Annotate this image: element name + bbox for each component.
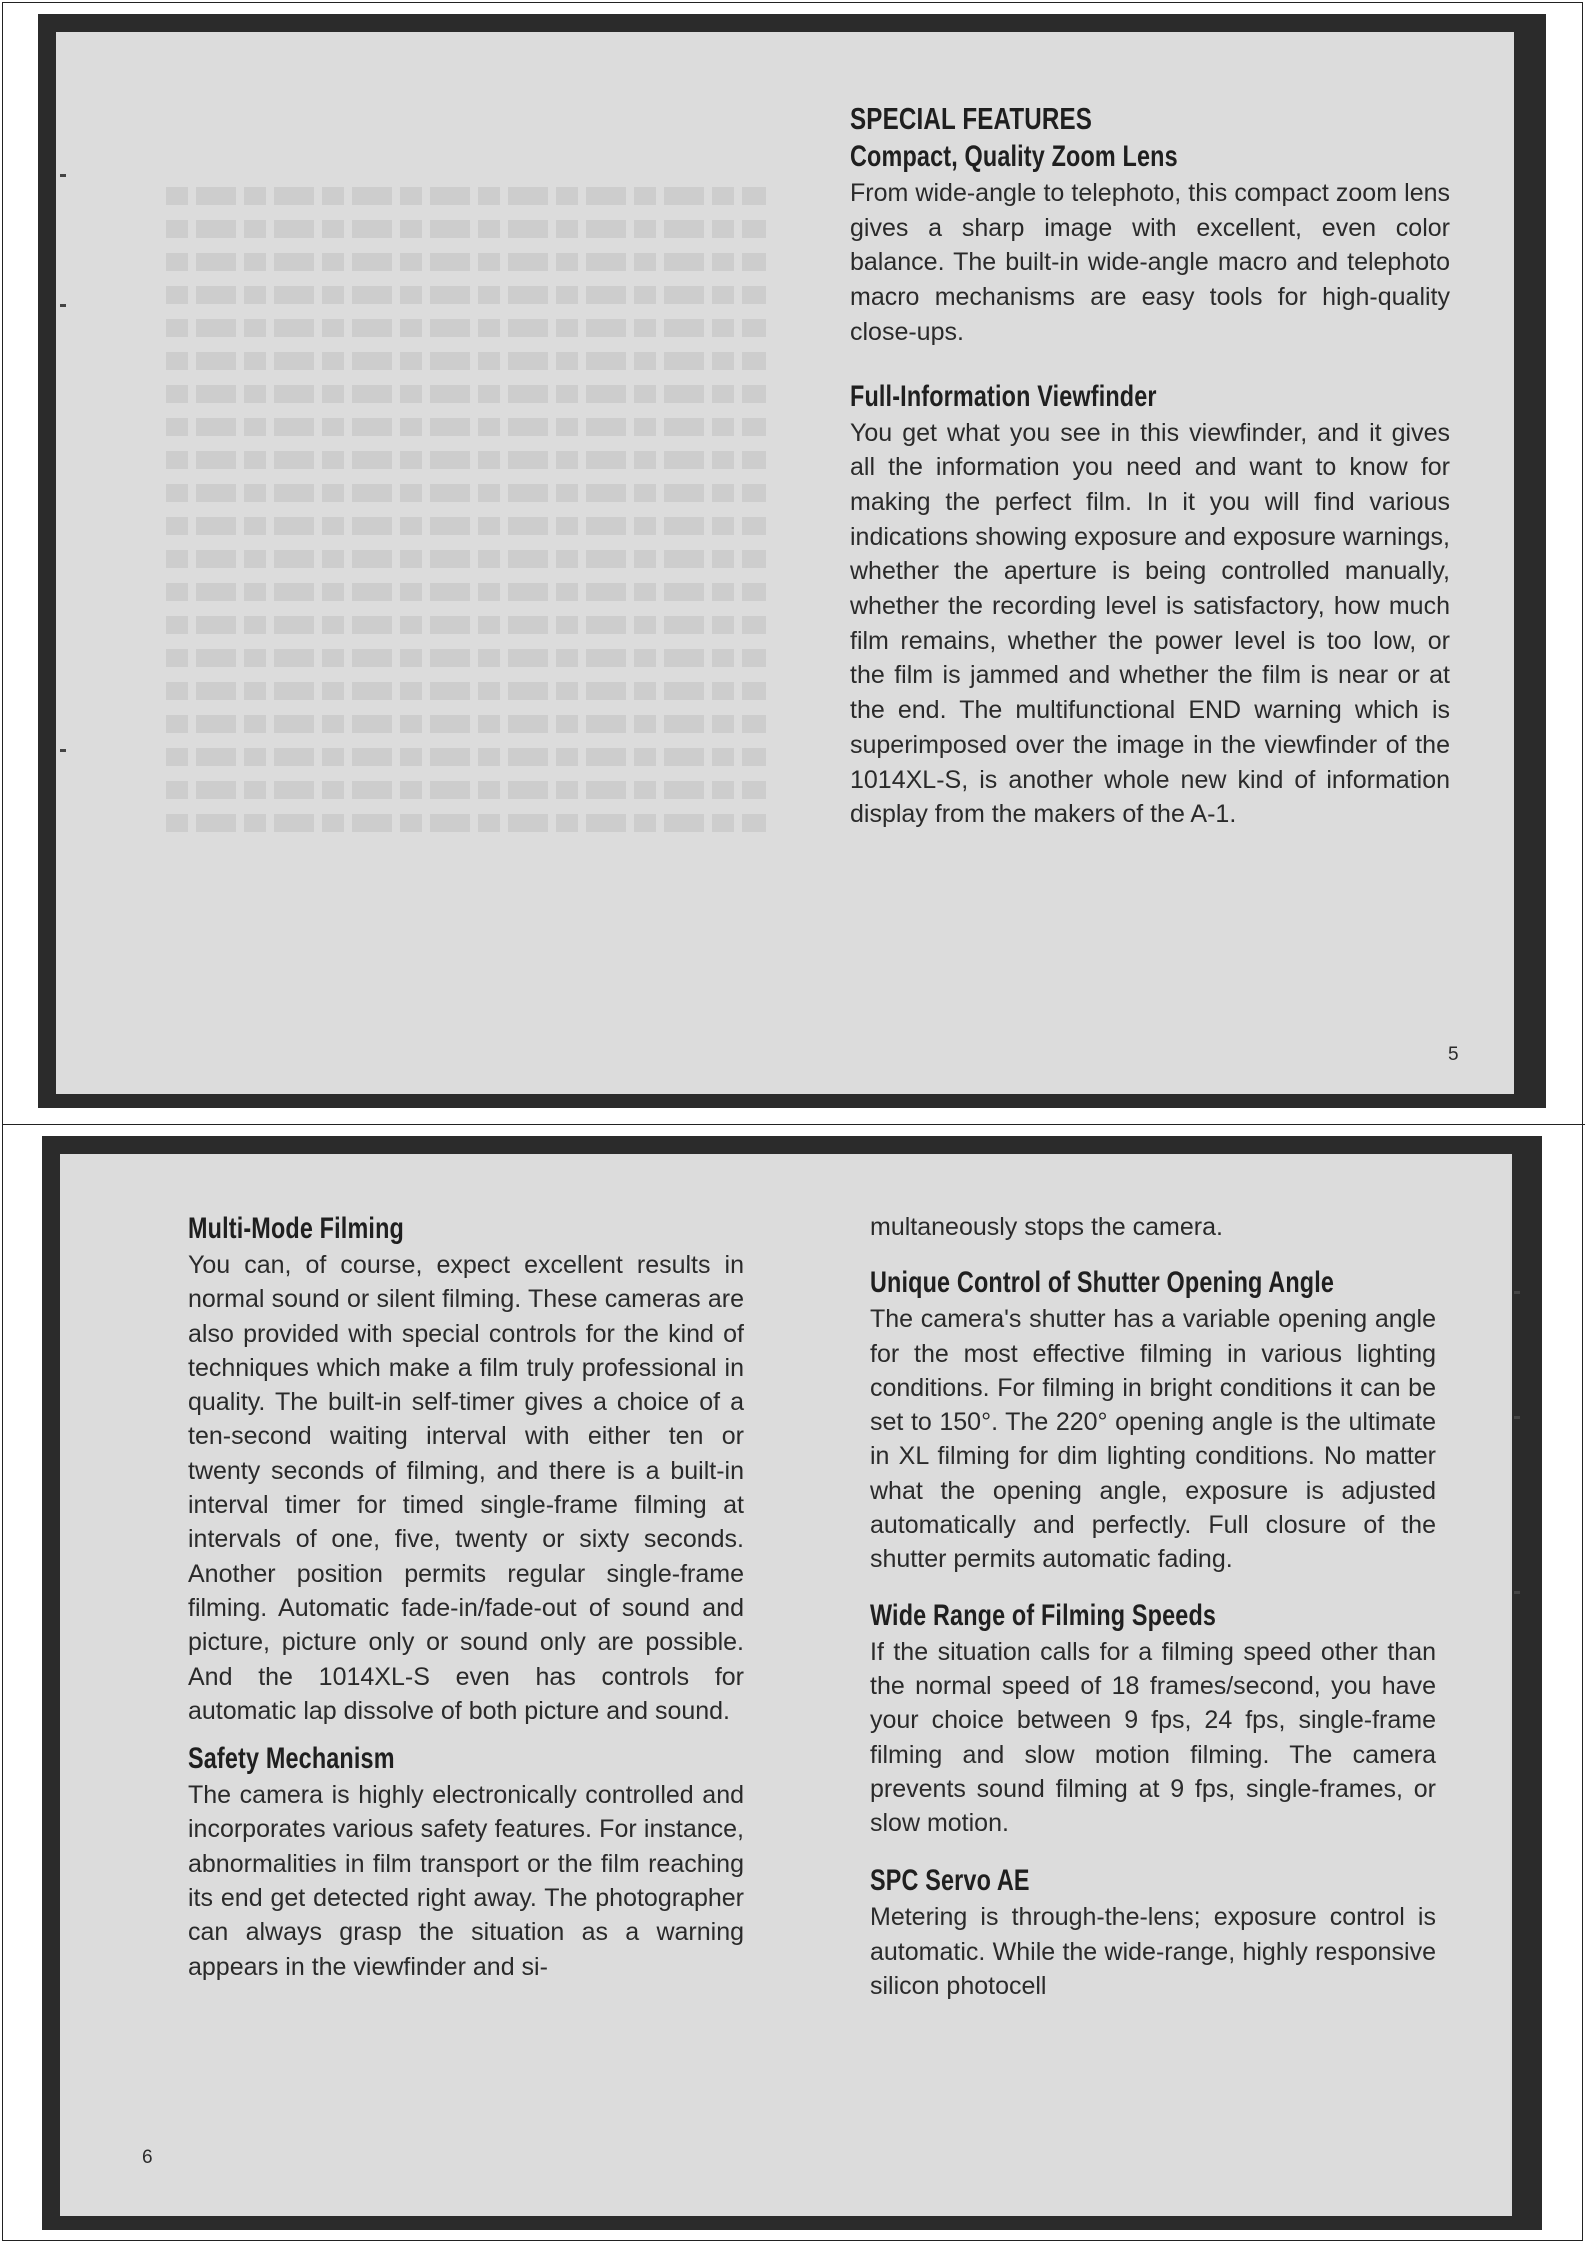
special-features-heading: SPECIAL FEATURES xyxy=(850,101,1093,136)
multi-mode-title: Multi-Mode Filming xyxy=(188,1212,404,1245)
multi-mode-text: You can, of course, expect excellent results in normal sound or silent filming. These cameras are also provided with special controls for the kind of techniques which make a film truly professional in quality. The built-in self-timer gives a choice of a ten-second waiting interval with either ten or twenty seconds of filming, and there is a built-in interval timer for timed single-frame filming at intervals of one, five, twenty or sixty seconds. Another position permits regular single-frame filming. Automatic fade-in/fade-out of sound and picture, picture only or sound only are possible. And the 1014XL-S even has controls for automatic lap dissolve of both picture and sound. xyxy=(188,1251,744,1725)
page-number-5: 5 xyxy=(1448,1044,1459,1065)
zoom-lens-text: From wide-angle to telephoto, this compact zoom lens gives a sharp image with excellent, even color balance. The built-in wide-angle macro and telephoto macro mechanisms are easy tools for high-quality close-ups. xyxy=(850,179,1450,346)
shutter-angle-title: Unique Control of Shutter Opening Angle xyxy=(870,1266,1335,1300)
binding-mark xyxy=(60,749,66,752)
page-divider xyxy=(2,1124,1585,1125)
binding-mark xyxy=(1514,1291,1520,1294)
bottom-right-column xyxy=(870,1210,1436,2003)
top-page xyxy=(38,14,1546,1108)
viewfinder-text: You get what you see in this viewfinder, and it gives all the information you need and want to know for making the perfect film. In it you will find various indications showing exposure and exposure warnings, whether the aperture is being controlled manually, whether the recording level is satisfactory, how much film remains, whether the power level is too low, or the film is jammed and whether the film is near or at the end. The multifunctional END warning which is superimposed over the image in the viewfinder of the 1014XL-S, is another whole new kind of information display from the makers of the A-1. xyxy=(850,418,1450,829)
filming-speeds-text: If the situation calls for a filming speed other than the normal speed of 18 frames/second, you have your choice between 9 fps, 24 fps, single-frame filming and slow motion filming. The camera prevents sound filming at 9 fps, single-frames, or slow motion. xyxy=(870,1637,1436,1838)
shutter-angle-text: The camera's shutter has a variable opening angle for the most effective filming in various lighting conditions. For filming in bright conditions it can be set to 150°. The 220° opening angle is the ultimate in XL filming for dim lighting conditions. No matter what the opening angle, exposure is adjusted automatically and perfectly. Full closure of the shutter permits automatic fading. xyxy=(870,1305,1436,1574)
viewfinder-title: Full-Information Viewfinder xyxy=(850,379,1157,413)
binding-mark xyxy=(1514,1591,1520,1594)
filming-speeds-title: Wide Range of Filming Speeds xyxy=(870,1598,1217,1632)
binding-mark xyxy=(60,174,66,177)
binding-mark xyxy=(1514,1416,1520,1419)
bottom-left-column xyxy=(188,1210,744,1984)
bottom-page xyxy=(42,1136,1542,2230)
spc-servo-text: Metering is through-the-lens; exposure control is automatic. While the wide-range, highly responsive silicon photocell xyxy=(870,1903,1436,2001)
page-number-6: 6 xyxy=(142,2147,153,2168)
bleed-through-text xyxy=(166,187,766,1067)
zoom-lens-title: Compact, Quality Zoom Lens xyxy=(850,140,1178,173)
spc-servo-title: SPC Servo AE xyxy=(870,1864,1030,1898)
continuation-text: multaneously stops the camera. xyxy=(870,1213,1223,1241)
binding-mark xyxy=(60,304,66,307)
safety-text: The camera is highly electronically controlled and incorporates various safety features. For instance, abnormalities in film transport or the film reaching its end get detected right away. The photographer can always grasp the situation as a warning appears in the viewfinder and si- xyxy=(188,1781,744,1981)
top-right-column xyxy=(850,100,1450,832)
safety-title: Safety Mechanism xyxy=(188,1742,395,1776)
